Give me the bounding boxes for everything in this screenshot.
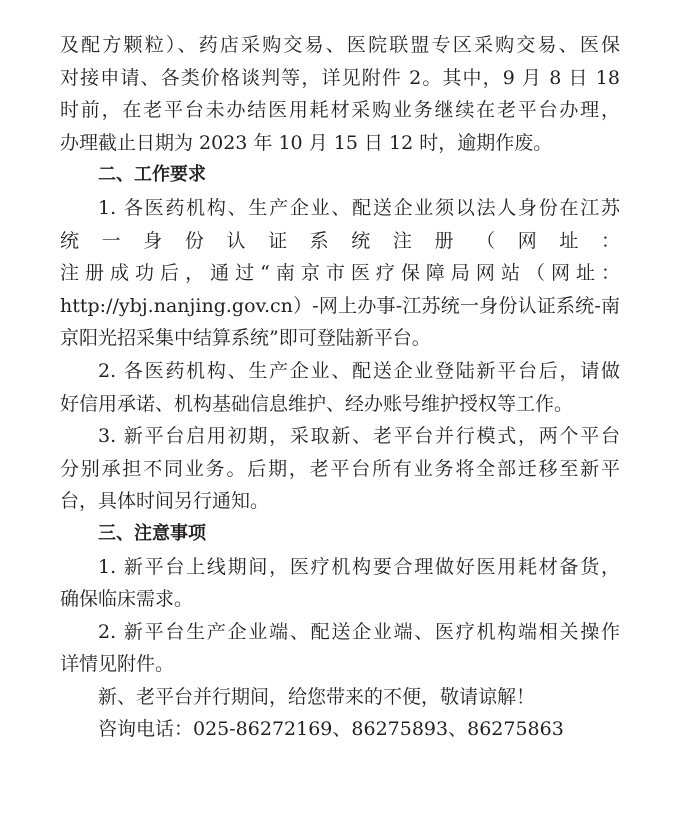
body-line: 统一身份认证系统注册（网址： <box>60 229 620 252</box>
body-line: 办理截止日期为 2023 年 10 月 15 日 12 时，逾期作废。 <box>60 131 553 154</box>
section-heading-work-requirements: 二、工作要求 <box>98 164 206 186</box>
body-line: http://ybj.nanjing.gov.cn）-网上办事-江苏统一身份认证系统-南 <box>60 294 620 317</box>
contact-phone: 咨询电话：025-86272169、86275893、86275863 <box>98 718 564 741</box>
document-body <box>60 29 620 746</box>
body-line: 1. 各医药机构、生产企业、配送企业须以法人身份在江苏 <box>98 196 620 219</box>
body-line: 3. 新平台启用初期，采取新、老平台并行模式，两个平台 <box>98 425 620 448</box>
body-line: 分别承担不同业务。后期，老平台所有业务将全部迁移至新平 <box>60 457 620 480</box>
section-heading-notes: 三、注意事项 <box>98 522 206 544</box>
body-line: 京阳光招采集中结算系统”即可登陆新平台。 <box>60 327 431 350</box>
body-line: 及配方颗粒）、药店采购交易、医院联盟专区采购交易、医保 <box>60 34 620 56</box>
body-line: 注册成功后，通过“南京市医疗保障局网站（网址： <box>60 262 620 285</box>
body-line: 确保临床需求。 <box>60 588 194 611</box>
body-line: 2. 各医药机构、生产企业、配送企业登陆新平台后，请做 <box>98 359 620 382</box>
body-line: 台，具体时间另行通知。 <box>60 490 270 513</box>
body-line: 时前，在老平台未办结医用耗材采购业务继续在老平台办理， <box>60 99 620 122</box>
body-line: 好信用承诺、机构基础信息维护、经办账号维护授权等工作。 <box>60 392 574 415</box>
body-line: 2. 新平台生产企业端、配送企业端、医疗机构端相关操作 <box>98 620 620 643</box>
closing-apology: 新、老平台并行期间，给您带来的不便，敬请谅解！ <box>98 685 536 708</box>
body-line: 1. 新平台上线期间，医疗机构要合理做好医用耗材备货， <box>98 555 620 578</box>
body-line: 对接申请、各类价格谈判等，详见附件 2。其中，9 月 8 日 18 <box>60 66 620 89</box>
body-line: 详情见附件。 <box>60 653 175 676</box>
